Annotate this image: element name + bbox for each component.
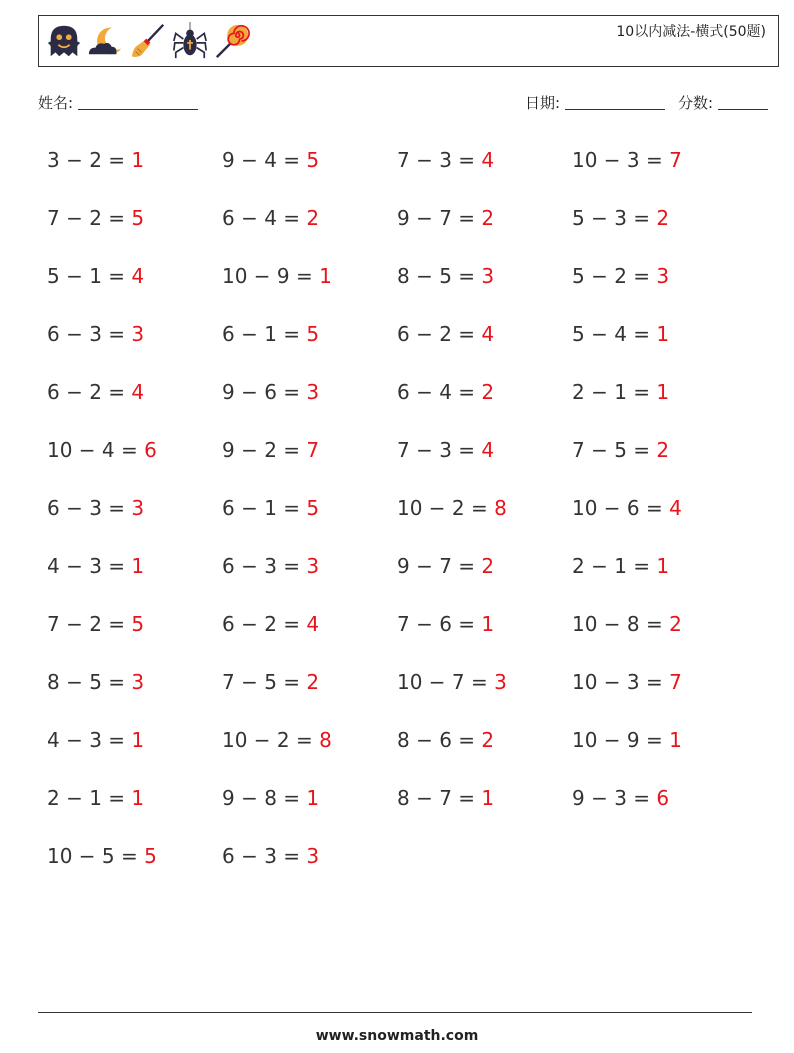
problem-item xyxy=(222,844,319,868)
problem-item xyxy=(572,148,682,172)
footer-url: www.snowmath.com xyxy=(315,1028,479,1044)
problem-item xyxy=(47,438,157,462)
problem-item xyxy=(222,438,319,462)
problem-item xyxy=(47,206,144,230)
problem-question: 10 − 8 = xyxy=(572,612,670,636)
problem-answer: 3 xyxy=(306,554,320,578)
problem-answer: 1 xyxy=(306,786,320,810)
problem-item xyxy=(572,728,682,752)
problem-question: 6 − 2 = xyxy=(47,380,132,404)
problem-item xyxy=(572,438,669,462)
problem-item xyxy=(222,786,319,810)
problem-answer: 3 xyxy=(306,380,320,404)
footer-divider xyxy=(38,1012,752,1013)
problem-answer: 2 xyxy=(306,670,320,694)
problem-question: 10 − 2 = xyxy=(397,496,495,520)
problem-question: 6 − 2 = xyxy=(222,612,307,636)
problem-item xyxy=(222,322,319,346)
problem-item xyxy=(572,380,669,404)
problem-question: 9 − 8 = xyxy=(222,786,307,810)
problem-question: 6 − 3 = xyxy=(222,554,307,578)
name-label: 姓名: xyxy=(38,94,74,112)
problem-item xyxy=(572,206,669,230)
problem-item xyxy=(397,496,507,520)
problem-item xyxy=(572,264,669,288)
problem-item xyxy=(222,496,319,520)
problem-answer: 5 xyxy=(306,496,320,520)
problem-question: 5 − 2 = xyxy=(572,264,657,288)
problem-answer: 4 xyxy=(306,612,320,636)
problem-question: 8 − 5 = xyxy=(47,670,132,694)
problem-item xyxy=(397,670,507,694)
problem-item xyxy=(47,786,144,810)
problem-item xyxy=(47,844,157,868)
problem-answer: 3 xyxy=(131,322,145,346)
problem-item xyxy=(397,264,494,288)
problem-question: 8 − 5 = xyxy=(397,264,482,288)
problem-item xyxy=(572,496,682,520)
problem-question: 2 − 1 = xyxy=(47,786,132,810)
problem-item xyxy=(397,786,494,810)
problem-answer: 5 xyxy=(131,206,145,230)
problem-question: 10 − 3 = xyxy=(572,670,670,694)
problem-question: 5 − 3 = xyxy=(572,206,657,230)
problem-question: 7 − 5 = xyxy=(222,670,307,694)
problem-answer: 2 xyxy=(669,612,682,636)
problem-question: 9 − 2 = xyxy=(222,438,307,462)
problem-item xyxy=(397,438,494,462)
problem-answer: 5 xyxy=(144,844,157,868)
problem-item xyxy=(47,322,144,346)
problem-answer: 3 xyxy=(131,496,145,520)
problem-question: 8 − 6 = xyxy=(397,728,482,752)
problem-item xyxy=(397,728,494,752)
problem-item xyxy=(572,786,669,810)
problem-question: 10 − 5 = xyxy=(47,844,145,868)
problem-item xyxy=(222,380,319,404)
problem-item xyxy=(397,322,494,346)
problem-question: 6 − 4 = xyxy=(397,380,482,404)
problem-item xyxy=(222,206,319,230)
problem-item xyxy=(572,554,669,578)
problem-answer: 7 xyxy=(306,438,320,462)
date-label: 日期: xyxy=(525,94,561,112)
problem-question: 10 − 7 = xyxy=(397,670,495,694)
problem-question: 9 − 6 = xyxy=(222,380,307,404)
problem-item xyxy=(397,554,494,578)
problem-answer: 1 xyxy=(131,148,145,172)
problem-question: 6 − 3 = xyxy=(47,322,132,346)
problem-item xyxy=(47,728,144,752)
problem-answer: 2 xyxy=(481,206,495,230)
problem-answer: 4 xyxy=(669,496,682,520)
worksheet-title: 10以内减法-横式(50题) xyxy=(616,24,766,40)
problem-item xyxy=(47,148,144,172)
problem-question: 10 − 2 = xyxy=(222,728,320,752)
problem-question: 7 − 2 = xyxy=(47,206,132,230)
problem-question: 6 − 1 = xyxy=(222,496,307,520)
problem-answer: 3 xyxy=(131,670,145,694)
problem-answer: 1 xyxy=(131,554,145,578)
problem-question: 4 − 3 = xyxy=(47,728,132,752)
problem-answer: 4 xyxy=(131,380,145,404)
problem-question: 2 − 1 = xyxy=(572,380,657,404)
problem-item xyxy=(572,612,682,636)
problem-item xyxy=(222,728,332,752)
problem-question: 7 − 3 = xyxy=(397,148,482,172)
problem-answer: 1 xyxy=(656,322,670,346)
problem-answer: 5 xyxy=(131,612,145,636)
problem-question: 8 − 7 = xyxy=(397,786,482,810)
problem-question: 3 − 2 = xyxy=(47,148,132,172)
problem-item xyxy=(397,148,494,172)
problem-answer: 5 xyxy=(306,148,320,172)
problem-question: 6 − 1 = xyxy=(222,322,307,346)
problem-question: 10 − 3 = xyxy=(572,148,670,172)
problem-question: 9 − 4 = xyxy=(222,148,307,172)
problem-item xyxy=(222,612,319,636)
problem-answer: 4 xyxy=(481,148,495,172)
problem-answer: 2 xyxy=(656,206,670,230)
problem-question: 9 − 7 = xyxy=(397,554,482,578)
problem-question: 7 − 5 = xyxy=(572,438,657,462)
problem-answer: 8 xyxy=(319,728,332,752)
problem-answer: 3 xyxy=(656,264,670,288)
problem-question: 2 − 1 = xyxy=(572,554,657,578)
problem-item xyxy=(222,148,319,172)
problem-question: 4 − 3 = xyxy=(47,554,132,578)
problem-answer: 6 xyxy=(656,786,670,810)
problem-question: 5 − 4 = xyxy=(572,322,657,346)
problem-question: 10 − 9 = xyxy=(222,264,320,288)
problem-answer: 1 xyxy=(481,786,495,810)
problem-item xyxy=(397,206,494,230)
problem-answer: 2 xyxy=(481,728,495,752)
problem-answer: 2 xyxy=(306,206,320,230)
problem-answer: 8 xyxy=(494,496,507,520)
problem-question: 5 − 1 = xyxy=(47,264,132,288)
problem-item xyxy=(572,322,669,346)
score-label: 分数: xyxy=(678,94,714,112)
problem-question: 6 − 3 = xyxy=(222,844,307,868)
problem-question: 10 − 9 = xyxy=(572,728,670,752)
problem-item xyxy=(222,264,332,288)
problem-item xyxy=(47,554,144,578)
problem-answer: 6 xyxy=(144,438,157,462)
problem-item xyxy=(47,264,144,288)
problem-item xyxy=(222,554,319,578)
problem-item xyxy=(47,612,144,636)
problem-item xyxy=(572,670,682,694)
problem-answer: 7 xyxy=(669,670,682,694)
problem-answer: 1 xyxy=(656,380,670,404)
problem-question: 7 − 2 = xyxy=(47,612,132,636)
problem-answer: 4 xyxy=(131,264,145,288)
problem-answer: 7 xyxy=(669,148,682,172)
problem-question: 6 − 3 = xyxy=(47,496,132,520)
problem-item xyxy=(397,380,494,404)
problem-question: 9 − 3 = xyxy=(572,786,657,810)
problem-item xyxy=(47,380,144,404)
problem-item xyxy=(397,612,494,636)
problem-answer: 3 xyxy=(481,264,495,288)
problem-item xyxy=(47,670,144,694)
problem-answer: 2 xyxy=(481,554,495,578)
problem-question: 10 − 4 = xyxy=(47,438,145,462)
problem-question: 10 − 6 = xyxy=(572,496,670,520)
problem-question: 7 − 3 = xyxy=(397,438,482,462)
problem-answer: 2 xyxy=(481,380,495,404)
problem-question: 6 − 2 = xyxy=(397,322,482,346)
problem-answer: 1 xyxy=(669,728,682,752)
problem-question: 7 − 6 = xyxy=(397,612,482,636)
problem-answer: 1 xyxy=(319,264,332,288)
problem-question: 6 − 4 = xyxy=(222,206,307,230)
problem-answer: 4 xyxy=(481,322,495,346)
problem-answer: 4 xyxy=(481,438,495,462)
problem-item xyxy=(222,670,319,694)
problem-answer: 3 xyxy=(306,844,320,868)
problem-answer: 1 xyxy=(131,786,145,810)
problem-question: 9 − 7 = xyxy=(397,206,482,230)
problem-answer: 5 xyxy=(306,322,320,346)
problem-answer: 2 xyxy=(656,438,670,462)
problem-answer: 1 xyxy=(131,728,145,752)
problem-answer: 3 xyxy=(494,670,507,694)
problem-answer: 1 xyxy=(481,612,495,636)
problem-answer: 1 xyxy=(656,554,670,578)
problem-item xyxy=(47,496,144,520)
